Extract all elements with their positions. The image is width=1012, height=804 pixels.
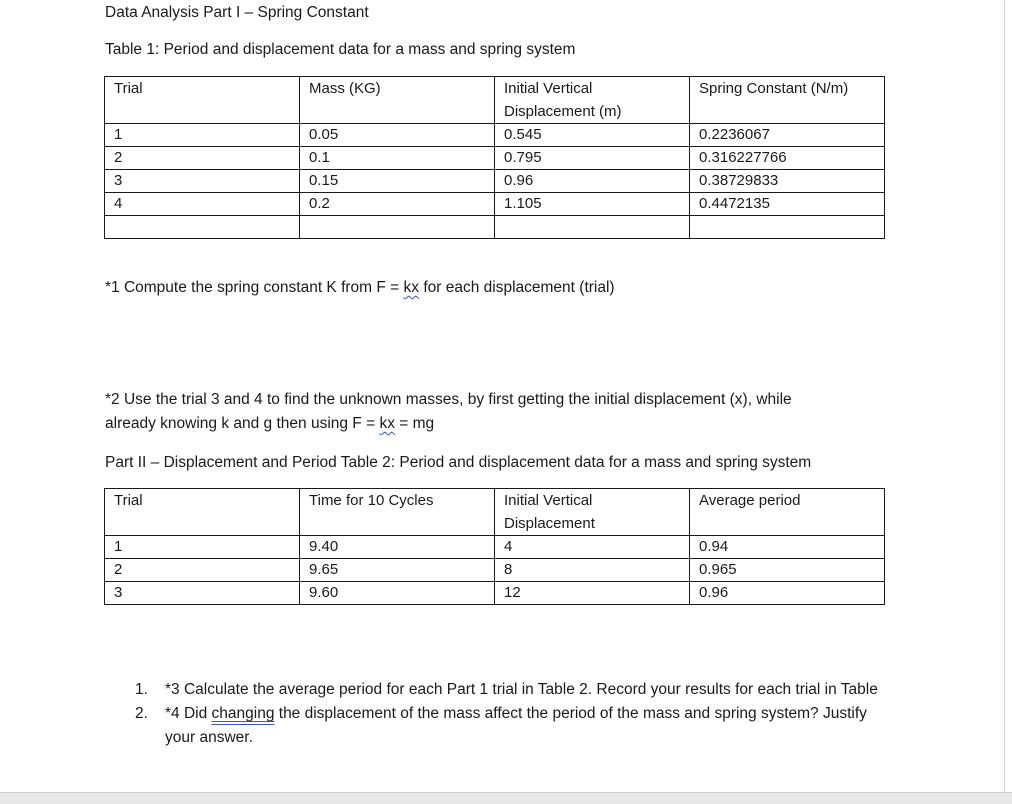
table-cell: 0.15 (300, 170, 495, 193)
spellcheck-marked-word[interactable]: kx (403, 279, 420, 296)
list-item (135, 678, 895, 702)
table2-header-cell: Initial Vertical Displacement (495, 489, 690, 536)
table-cell: 4 (495, 536, 690, 559)
table-cell: 3 (105, 170, 300, 193)
table1-caption: Table 1: Period and displacement data for a mass and spring system (105, 41, 576, 58)
table-row (105, 582, 885, 605)
status-bar (0, 792, 1012, 804)
question-1-text: *1 Compute the spring constant K from F = (105, 279, 404, 296)
table-cell: 1.105 (495, 193, 690, 216)
table-cell: 0.96 (690, 582, 885, 605)
document-title: Data Analysis Part I – Spring Constant (105, 4, 369, 21)
table-cell: 2 (105, 147, 300, 170)
question-1 (105, 276, 615, 300)
table-row (105, 170, 885, 193)
table1-header-cell: Spring Constant (N/m) (690, 77, 885, 124)
table2-header-cell: Time for 10 Cycles (300, 489, 495, 536)
table-cell: 0.2236067 (690, 124, 885, 147)
table-cell: 4 (105, 193, 300, 216)
table-cell: 3 (105, 582, 300, 605)
part2-heading: Part II – Displacement and Period Table 2: Period and displacement data for a mass and spring system (105, 454, 812, 471)
table-cell: 9.65 (300, 559, 495, 582)
table-row-empty (105, 216, 885, 239)
table-row (105, 147, 885, 170)
table-cell: 0.05 (300, 124, 495, 147)
table-cell: 8 (495, 559, 690, 582)
list-item (135, 702, 895, 750)
list-number: 2. (135, 705, 148, 722)
table-cell (495, 216, 690, 239)
table-cell: 0.94 (690, 536, 885, 559)
spellcheck-marked-word[interactable]: kx (379, 415, 395, 432)
table1 (104, 76, 885, 239)
table-cell: 0.2 (300, 193, 495, 216)
table1-header-cell: Trial (105, 77, 300, 124)
page-edge (1004, 0, 1005, 792)
table-row (105, 536, 885, 559)
table1-header-cell: Mass (KG) (300, 77, 495, 124)
table-row (105, 559, 885, 582)
numbered-list (135, 678, 895, 750)
question-2-text-end: = mg (394, 415, 435, 432)
table2-header-cell: Average period (690, 489, 885, 536)
table-cell (105, 216, 300, 239)
table-cell: 0.795 (495, 147, 690, 170)
grammar-marked-word[interactable]: changing (211, 705, 275, 722)
question-1-text-end: for each displacement (trial) (419, 279, 615, 296)
table-cell: 0.4472135 (690, 193, 885, 216)
table-cell: 1 (105, 124, 300, 147)
list-number: 1. (135, 681, 148, 698)
table-cell: 0.316227766 (690, 147, 885, 170)
table-cell: 0.96 (495, 170, 690, 193)
table-cell (300, 216, 495, 239)
table2 (104, 488, 885, 605)
question-2-text: already knowing k and g then using F = (105, 415, 380, 432)
list-item-text: *4 Did (165, 705, 212, 722)
list-item-text: *3 Calculate the average period for each Part 1 trial in Table 2. Record your results for each trial in Table (165, 681, 878, 698)
list-item-text-end: the displacement of the mass affect the period of the mass and spring system? Justify your answer. (165, 705, 867, 746)
table-cell (690, 216, 885, 239)
table-cell: 9.40 (300, 536, 495, 559)
table2-header-cell: Trial (105, 489, 300, 536)
question-2-line-1: *2 Use the trial 3 and 4 to find the unknown masses, by first getting the initial displacement (x), while (105, 391, 792, 408)
table2-header-row (105, 489, 885, 536)
table-cell: 12 (495, 582, 690, 605)
question-2-line-2 (105, 412, 434, 436)
table1-header-cell: Initial Vertical Displacement (m) (495, 77, 690, 124)
table-cell: 0.38729833 (690, 170, 885, 193)
table-cell: 0.965 (690, 559, 885, 582)
table-row (105, 193, 885, 216)
table-cell: 2 (105, 559, 300, 582)
table-cell: 9.60 (300, 582, 495, 605)
table-cell: 0.1 (300, 147, 495, 170)
table-cell: 1 (105, 536, 300, 559)
table-row (105, 124, 885, 147)
table1-header-row (105, 77, 885, 124)
table-cell: 0.545 (495, 124, 690, 147)
